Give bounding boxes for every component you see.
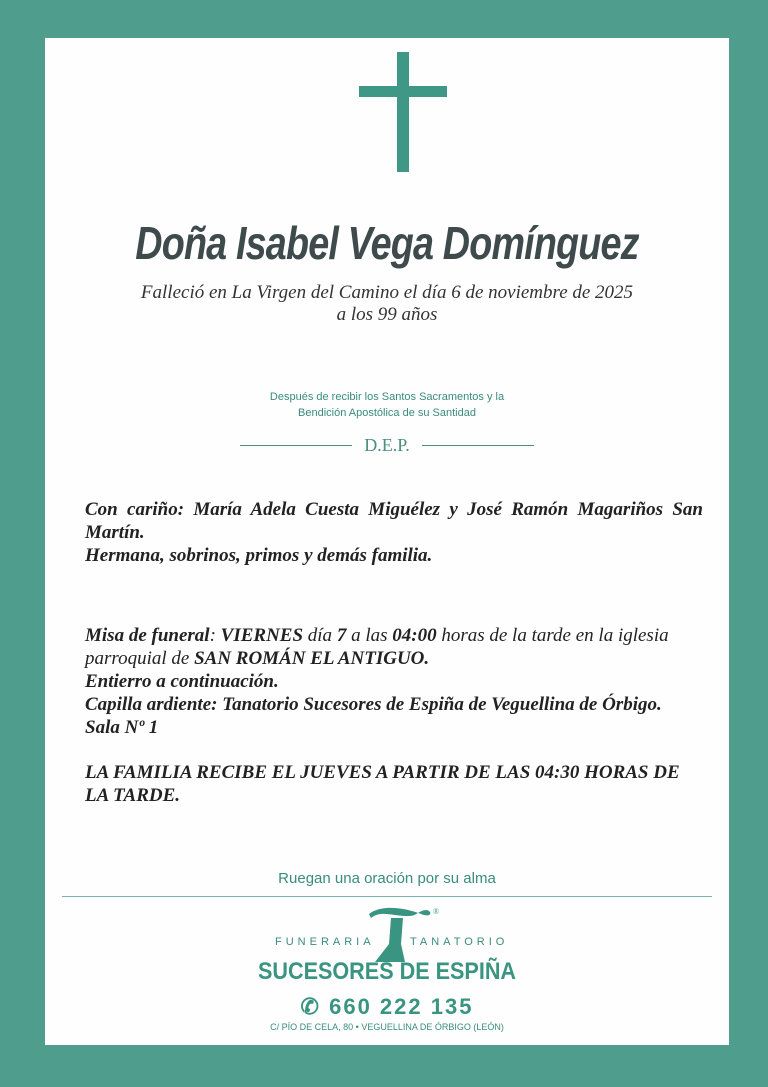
phone-icon: ✆ — [300, 994, 321, 1019]
burial-info: Entierro a continuación. — [85, 671, 279, 692]
mass-text: día — [303, 625, 337, 646]
tanatorio-label: TANATORIO — [410, 936, 509, 948]
reception-info: LA FAMILIA RECIBE EL JUEVES A PARTIR DE LAS 04:30 HORAS DE LA TARDE. — [85, 762, 680, 806]
funeral-home-name: SUCESORES DE ESPIÑA — [257, 958, 517, 985]
death-info — [45, 282, 729, 326]
mass-time: 04:00 — [392, 625, 437, 646]
sacraments-line-1: Después de recibir los Santos Sacramentos y la — [269, 391, 505, 403]
service-section — [85, 624, 703, 739]
chapel-info: Capilla ardiente: Tanatorio Sucesores de Espiña de Veguellina de Órbigo. — [85, 694, 662, 715]
family-line-1: Con cariño: María Adela Cuesta Miguélez y José Ramón Magariños San Martín. — [85, 499, 703, 543]
mass-info: Misa de funeral: VIERNES día 7 a las 04:00 horas de la tarde en la iglesia parroquial de SAN ROMÁN EL ANTIGUO. — [85, 625, 669, 669]
family-line-2: Hermana, sobrinos, primos y demás familia. — [85, 545, 433, 566]
mass-text: horas de la tarde en la iglesia parroquial de — [85, 625, 669, 669]
divider — [240, 445, 352, 446]
dep-text: D.E.P. — [364, 435, 410, 455]
prayer-request: Ruegan una oración por su alma — [278, 870, 496, 887]
divider — [422, 445, 534, 446]
mass-day: VIERNES — [220, 625, 304, 646]
church-name: SAN ROMÁN EL ANTIGUO. — [194, 648, 430, 669]
room-info: Sala Nº 1 — [85, 717, 159, 738]
obituary-card — [45, 38, 729, 1045]
funeral-home-logo — [361, 904, 441, 964]
phone — [45, 994, 729, 1020]
dep-heading — [45, 435, 729, 456]
mass-date: 7 — [336, 625, 347, 646]
funeraria-label: FUNERARIA — [275, 936, 375, 948]
age-line: a los 99 años — [336, 304, 438, 325]
sacraments-line-2: Bendición Apostólica de su Santidad — [298, 407, 476, 419]
address: C/ PÍO DE CELA, 80 • VEGUELLINA DE ÓRBIGO (LEÓN) — [270, 1022, 504, 1032]
mass-label: Misa de funeral — [85, 625, 210, 646]
deceased-name: Doña Isabel Vega Domínguez — [135, 217, 639, 269]
mass-text: a las — [346, 625, 393, 646]
family-section — [85, 498, 703, 567]
divider — [62, 896, 712, 897]
phone-number[interactable]: 660 222 135 — [329, 994, 474, 1019]
cross-icon — [343, 52, 463, 172]
death-date-line: Falleció en La Virgen del Camino el día 6 de noviembre de 2025 — [140, 282, 634, 303]
sacraments-note — [45, 389, 729, 421]
registered-mark: ® — [433, 907, 440, 916]
